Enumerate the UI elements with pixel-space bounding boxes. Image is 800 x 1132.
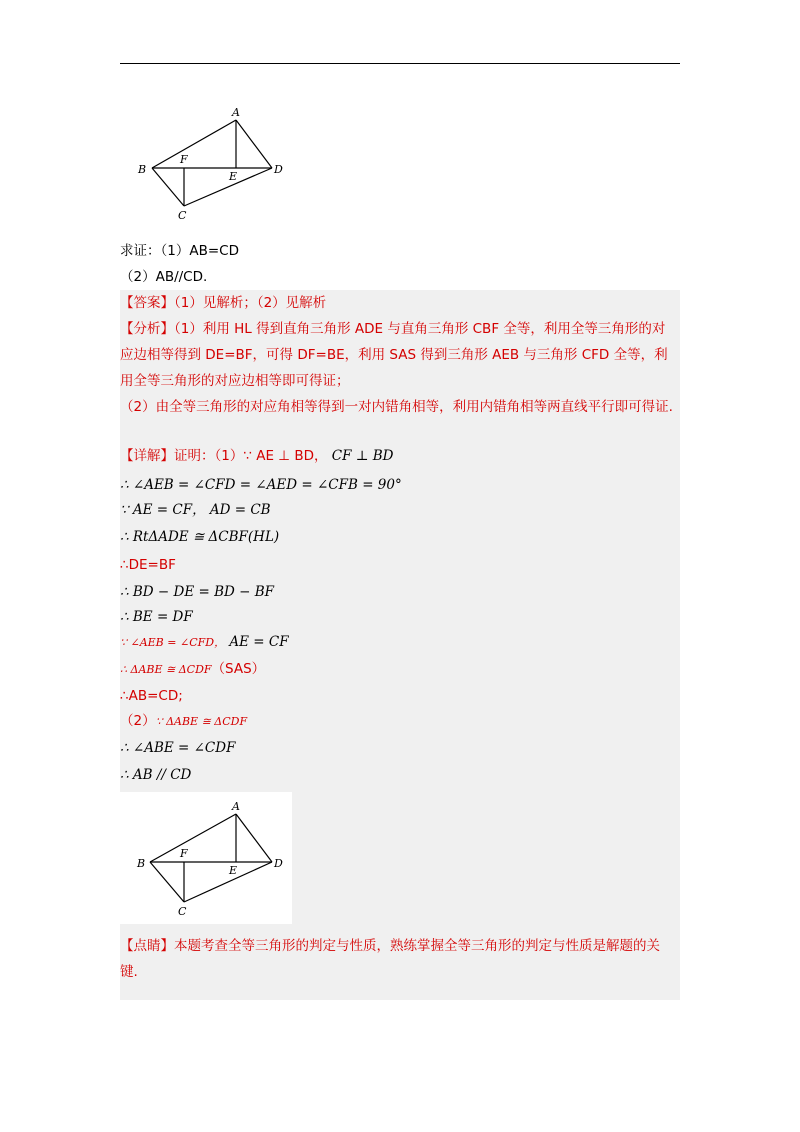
label-d: D	[274, 163, 283, 176]
label-a-2: A	[232, 800, 240, 813]
label-a: A	[232, 106, 240, 119]
prove-line-1: 求证：（1）AB=CD	[120, 243, 239, 259]
step-9: ∴AB=CD;	[120, 688, 183, 704]
label-e: E	[229, 170, 238, 183]
prove-line-2: （2）AB//CD.	[120, 269, 208, 285]
step-2: ∵ AE = CF， AD = CB	[120, 502, 271, 518]
label-c-2: C	[178, 905, 187, 918]
segment-ad	[236, 120, 272, 168]
label-e-2: E	[229, 864, 238, 877]
analysis-text-1: （1）利用 HL 得到直角三角形 ADE 与直角三角形 CBF 全等，利用全等三角形的对应边相等得到 DE=BF，可得 DF=BE，利用 SAS 得到三角形 AEB 与三角形 CFD 全等，利用全等三角形的对应边相等即可得证；	[120, 321, 668, 389]
step-11: ∴ ∠ABE = ∠CDF	[120, 740, 236, 756]
step-4: ∴DE=BF	[120, 557, 176, 573]
comment-text: 本题考查全等三角形的判定与性质，熟练掌握全等三角形的判定与性质是解题的关键.	[120, 938, 660, 980]
step-7-b: AE = CF	[229, 634, 289, 650]
step-10-a: （2）	[120, 713, 156, 729]
label-d-2: D	[274, 857, 283, 870]
answer-text: （1）见解析；（2）见解析	[174, 295, 327, 311]
step-7-a: ∵ ∠AEB = ∠CFD，	[120, 636, 226, 649]
label-c: C	[178, 209, 187, 222]
label-b-2: B	[137, 857, 146, 870]
step-8-b: （SAS）	[211, 661, 266, 677]
step-1: ∴ ∠AEB = ∠CFD = ∠AED = ∠CFB = 90°	[120, 477, 402, 493]
answer-line	[120, 294, 326, 312]
analysis-paragraph-1	[120, 316, 676, 394]
step-12: ∴ AB // CD	[120, 767, 192, 783]
segment-ad-2	[236, 814, 272, 862]
step-10	[120, 712, 247, 731]
step-6: ∴ BE = DF	[120, 609, 193, 625]
geometry-figure-bottom	[132, 796, 292, 920]
comment-tag: 【点睛】	[120, 938, 174, 954]
step-3: ∴ RtΔADE ≅ ΔCBF(HL)	[120, 529, 280, 545]
segment-bc-2	[150, 862, 184, 902]
step-10-b: ∵ ΔABE ≅ ΔCDF	[155, 715, 248, 728]
label-f-2: F	[180, 847, 188, 860]
label-f: F	[180, 153, 188, 166]
geometry-figure-top	[132, 102, 292, 224]
segment-ab-2	[150, 814, 236, 862]
detail-intro-math: CF ⊥ BD	[331, 448, 394, 464]
answer-tag: 【答案】	[120, 295, 174, 311]
detail-tag: 【详解】	[120, 448, 174, 464]
segment-ab	[152, 120, 236, 168]
segment-bc	[152, 168, 184, 206]
analysis-tag: 【分析】	[120, 321, 174, 337]
step-5: ∴ BD − DE = BD − BF	[120, 584, 275, 600]
analysis-paragraph-2: （2）由全等三角形的对应角相等得到一对内错角相等，利用内错角相等两直线平行即可得证.	[120, 399, 673, 415]
header-rule	[120, 63, 680, 64]
step-8-a: ∴ ΔABE ≅ ΔCDF	[120, 663, 212, 676]
segment-cd	[184, 168, 272, 206]
detail-intro-text: 证明：（1）∵ AE ⊥ BD，	[174, 448, 328, 464]
segment-cd-2	[184, 862, 272, 902]
comment-paragraph	[120, 933, 676, 985]
step-8	[120, 660, 265, 679]
label-b: B	[138, 163, 147, 176]
detail-intro	[120, 447, 394, 465]
step-7	[120, 633, 289, 652]
